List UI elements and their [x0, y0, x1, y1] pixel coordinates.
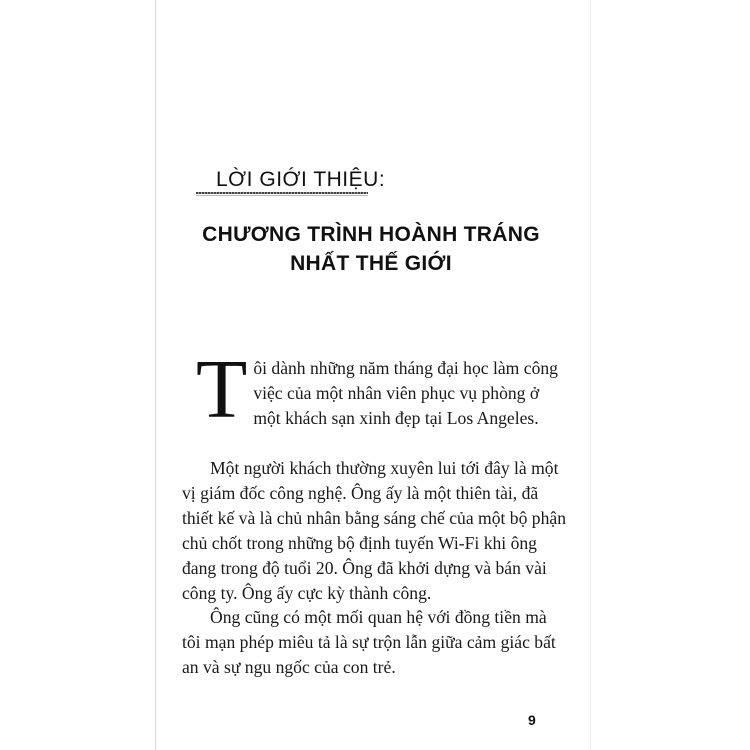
chapter-title — [186, 220, 556, 278]
section-divider-underline — [196, 195, 368, 196]
chapter-title-line-2: NHẤT THẾ GIỚI — [290, 252, 452, 275]
section-divider — [196, 192, 368, 194]
paragraph-1 — [182, 343, 568, 436]
page-right-edge — [590, 0, 591, 750]
section-label: LỜI GIỚI THIỆU: — [216, 168, 386, 191]
paragraph-2: Một người khách thường xuyên lui tới đây là một vị giám đốc công nghệ. Ông ấy là một thiên tài, đã thiết kế và là chủ nhân bằng sáng chế của một bộ phận chủ chốt trong những bộ định tuyến Wi-Fi khi ông đang trong độ tuổi 20. Ông đã khởi dựng và bán vài công ty. Ông ấy cực kỳ thành công. — [182, 458, 567, 603]
paragraph-3: Ông cũng có một mối quan hệ với đồng tiền mà tôi mạn phép miêu tả là sự trộn lẫn giữa cảm giác bất an và sự ngu ngốc của con trẻ. — [182, 607, 556, 677]
drop-cap: T — [196, 343, 248, 436]
page-left-edge — [155, 0, 156, 750]
paragraph-1-text: ôi dành những năm tháng đại học làm công việc của một nhân viên phục vụ phòng ở một khách sạn xinh đẹp tại Los Angeles. — [253, 358, 558, 428]
page-number: 9 — [528, 712, 536, 728]
chapter-title-line-1: CHƯƠNG TRÌNH HOÀNH TRÁNG — [202, 223, 540, 246]
